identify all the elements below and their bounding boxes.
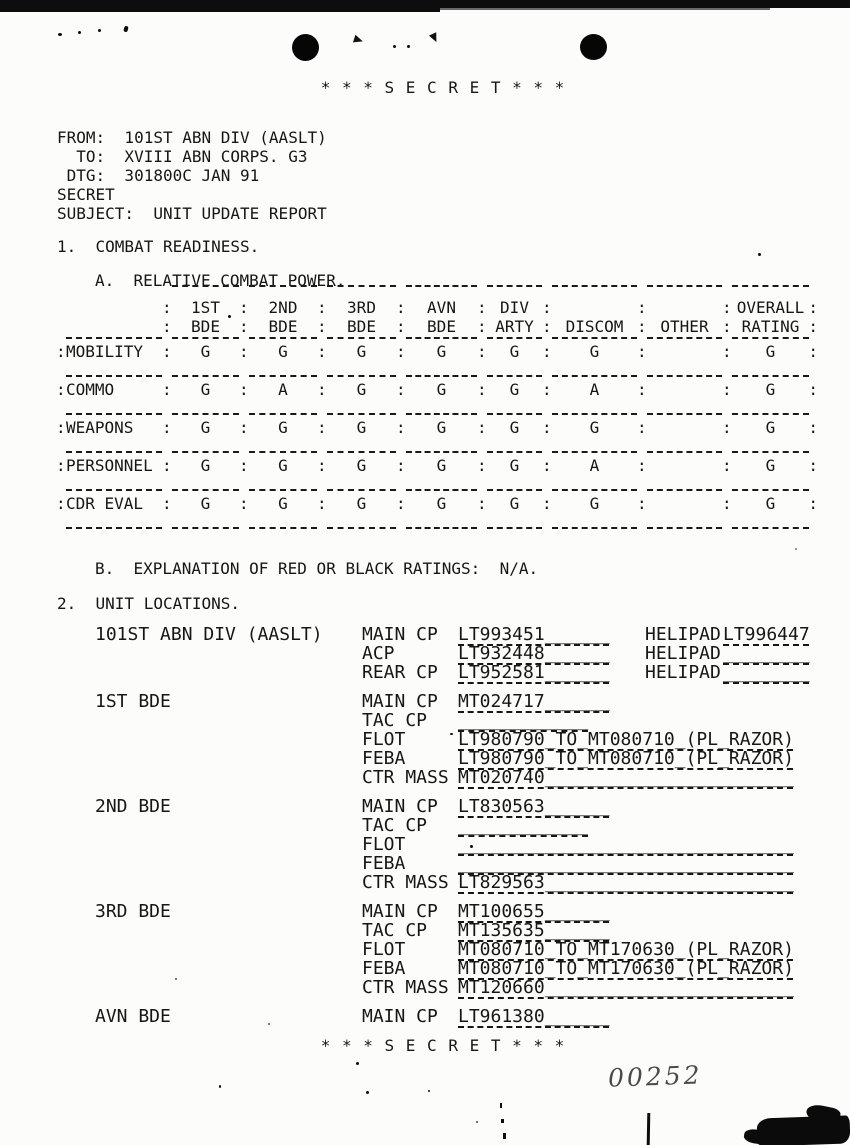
rating-cell: : G bbox=[487, 491, 542, 529]
unit-location-row bbox=[95, 940, 810, 959]
scan-artifact bbox=[123, 26, 128, 33]
helipad-value: ________ bbox=[723, 662, 810, 683]
unit-location-block bbox=[95, 692, 810, 787]
letterhead-secret-line: SECRET bbox=[57, 185, 115, 204]
column-header-other bbox=[647, 285, 722, 339]
rating-cell bbox=[647, 453, 722, 491]
helipad-label: HELIPAD bbox=[645, 643, 721, 664]
scan-artifact bbox=[476, 1121, 478, 1123]
location-field-label: FEBA bbox=[362, 958, 406, 979]
scan-artifact bbox=[503, 1133, 506, 1139]
column-header-line2: BDE bbox=[427, 317, 456, 336]
unit-name bbox=[95, 854, 362, 873]
hole-punch-left bbox=[292, 34, 319, 61]
scan-artifact bbox=[393, 45, 396, 48]
rating-cell bbox=[647, 491, 722, 529]
unit-name: AVN BDE bbox=[95, 1006, 171, 1027]
column-header-line2: : : DISCOM bbox=[565, 317, 624, 336]
scan-artifact-top-bar bbox=[0, 0, 850, 8]
location-field-label: MAIN CP bbox=[362, 1006, 438, 1027]
location-field-value: LT961380______ bbox=[458, 1006, 610, 1027]
unit-name bbox=[95, 835, 362, 854]
scan-artifact bbox=[0, 8, 440, 12]
rating-cell: : G bbox=[327, 377, 396, 415]
rating-cell bbox=[647, 415, 722, 453]
helipad-label: HELIPAD bbox=[645, 624, 721, 645]
rating-cell: : G bbox=[552, 339, 637, 377]
unit-name bbox=[95, 749, 362, 768]
location-field-value: MT024717______ bbox=[458, 691, 610, 712]
location-field-label: MAIN CP bbox=[362, 796, 438, 817]
unit-location-row bbox=[95, 873, 810, 892]
row-label-mobility: : MOBILITY bbox=[66, 339, 162, 377]
rating-cell: : G bbox=[249, 453, 317, 491]
unit-location-row bbox=[95, 730, 810, 749]
location-field-label: CTR MASS bbox=[362, 977, 449, 998]
unit-name: 101ST ABN DIV (AASLT) bbox=[95, 624, 323, 645]
rating-table-corner bbox=[66, 285, 162, 339]
unit-name: 2ND BDE bbox=[95, 796, 171, 817]
rating-cell: : G bbox=[249, 415, 317, 453]
rating-cell: : G bbox=[327, 453, 396, 491]
unit-location-row bbox=[95, 978, 810, 997]
column-header-discom bbox=[552, 285, 637, 339]
column-header-bde bbox=[172, 285, 239, 339]
column-header-line2: ARTY bbox=[495, 317, 534, 336]
location-field-label: MAIN CP bbox=[362, 624, 438, 645]
location-field-value: LT980790_TO_MT080710_(PL_RAZOR) bbox=[458, 729, 794, 750]
rating-cell: : G bbox=[406, 491, 477, 529]
unit-location-row bbox=[95, 663, 810, 682]
rating-cell: : G bbox=[172, 415, 239, 453]
rating-cell: : G bbox=[172, 339, 239, 377]
column-header-line2: : : OTHER bbox=[660, 317, 709, 336]
scan-artifact bbox=[58, 33, 62, 36]
column-header-line1 bbox=[552, 298, 637, 317]
rating-cell: : G bbox=[327, 339, 396, 377]
unit-name bbox=[95, 816, 362, 835]
row-label-personnel: : PERSONNEL bbox=[66, 453, 162, 491]
rating-cell: : G bbox=[327, 491, 396, 529]
scan-artifact bbox=[366, 1091, 369, 1094]
location-field-label: CTR MASS bbox=[362, 767, 449, 788]
scan-artifact bbox=[219, 1085, 221, 1088]
unit-name bbox=[95, 711, 362, 730]
column-header-line2: BDE bbox=[268, 317, 298, 336]
location-field-value: ____________ bbox=[458, 710, 589, 731]
unit-location-row bbox=[95, 797, 810, 816]
rating-cell: : G bbox=[406, 453, 477, 491]
column-header-line1: : : OVERALL bbox=[736, 298, 805, 317]
relative-combat-power-table bbox=[56, 285, 809, 529]
rating-cell: : G bbox=[406, 339, 477, 377]
rating-cell: : G bbox=[487, 415, 542, 453]
unit-name bbox=[95, 730, 362, 749]
rating-cell: : G bbox=[487, 339, 542, 377]
unit-name bbox=[95, 959, 362, 978]
rating-cell: : G bbox=[406, 377, 477, 415]
rating-cell: : G bbox=[406, 415, 477, 453]
unit-name: 3RD BDE bbox=[95, 901, 171, 922]
unit-name bbox=[95, 644, 362, 663]
location-field-label: MAIN CP bbox=[362, 901, 438, 922]
helipad-value: LT996447 bbox=[723, 624, 810, 645]
unit-location-row bbox=[95, 959, 810, 978]
rating-cell: : G bbox=[172, 377, 239, 415]
column-header-line2: BDE bbox=[347, 317, 376, 336]
section-1a-title: A. RELATIVE COMBAT POWER. bbox=[95, 271, 346, 290]
rating-cell: : G bbox=[487, 377, 542, 415]
rating-cell: : G bbox=[172, 453, 239, 491]
column-header-line1: : : 3RD bbox=[347, 298, 376, 317]
scan-artifact bbox=[795, 548, 797, 550]
section-2-title: 2. UNIT LOCATIONS. bbox=[57, 594, 241, 613]
letterhead-subject-line: SUBJECT: UNIT UPDATE REPORT bbox=[57, 204, 327, 223]
section-1b-title: B. EXPLANATION OF RED OR BLACK RATINGS: N/A. bbox=[95, 559, 539, 578]
unit-location-row bbox=[95, 644, 810, 663]
unit-name: 1ST BDE bbox=[95, 691, 171, 712]
location-field-label: TAC CP bbox=[362, 920, 428, 941]
unit-name bbox=[95, 873, 362, 892]
rating-cell: : G bbox=[249, 339, 317, 377]
location-field-value: LT830563______ bbox=[458, 796, 610, 817]
location-field-label: MAIN CP bbox=[362, 691, 438, 712]
rating-cell: : A bbox=[249, 377, 317, 415]
rating-cell bbox=[647, 377, 722, 415]
unit-location-row bbox=[95, 816, 810, 835]
location-field-value: LT952581______ bbox=[458, 662, 610, 683]
rating-cell: : G : bbox=[732, 415, 809, 453]
unit-name bbox=[95, 978, 362, 997]
row-label-commo: : COMMO bbox=[66, 377, 162, 415]
unit-location-block bbox=[95, 1007, 810, 1026]
unit-location-row bbox=[95, 854, 810, 873]
row-label-weapons: : WEAPONS bbox=[66, 415, 162, 453]
scan-artifact bbox=[407, 45, 410, 48]
column-header-line1: : : 2ND bbox=[268, 298, 298, 317]
rating-cell: : G : bbox=[732, 453, 809, 491]
classification-banner-top: * * * S E C R E T * * * bbox=[320, 78, 566, 97]
rating-cell: : G : bbox=[732, 377, 809, 415]
scan-artifact bbox=[78, 31, 81, 34]
column-header-bde bbox=[406, 285, 477, 339]
letterhead-from-line: FROM: 101ST ABN DIV (AASLT) bbox=[57, 128, 327, 147]
helipad-value: ________ bbox=[723, 643, 810, 664]
rating-cell bbox=[647, 339, 722, 377]
column-header-line1: : : DIV bbox=[500, 298, 529, 317]
hole-punch-right bbox=[580, 34, 607, 60]
location-field-label: FLOT bbox=[362, 939, 406, 960]
column-header-arty bbox=[487, 285, 542, 339]
unit-location-row bbox=[95, 921, 810, 940]
location-field-label: FEBA bbox=[362, 748, 406, 769]
rating-cell: : G bbox=[487, 453, 542, 491]
unit-location-row bbox=[95, 625, 810, 644]
unit-location-row bbox=[95, 768, 810, 787]
location-field-label: TAC CP bbox=[362, 815, 428, 836]
unit-location-row bbox=[95, 1007, 810, 1026]
column-header-line2: BDE bbox=[191, 317, 220, 336]
unit-name bbox=[95, 921, 362, 940]
rating-cell: : G bbox=[249, 491, 317, 529]
column-header-bde bbox=[249, 285, 317, 339]
rating-cell: : A bbox=[552, 377, 637, 415]
rating-cell: : G : bbox=[732, 339, 809, 377]
rating-cell: : A bbox=[552, 453, 637, 491]
location-field-value: _______________________________ bbox=[458, 853, 794, 874]
location-field-label: FLOT bbox=[362, 834, 406, 855]
helipad-label: HELIPAD bbox=[645, 662, 721, 683]
column-header-rating bbox=[732, 285, 809, 339]
classification-banner-bottom: * * * S E C R E T * * * bbox=[320, 1036, 566, 1055]
column-header-line1 bbox=[647, 298, 722, 317]
location-field-label: TAC CP bbox=[362, 710, 428, 731]
location-field-value: MT135635______ bbox=[458, 920, 610, 941]
unit-name bbox=[95, 663, 362, 682]
letterhead-to-line: TO: XVIII ABN CORPS. G3 bbox=[57, 147, 308, 166]
column-header-bde bbox=[327, 285, 396, 339]
location-field-value: ____________ bbox=[458, 815, 589, 836]
scan-artifact bbox=[353, 35, 364, 45]
location-field-value: _______________________________ bbox=[458, 834, 794, 855]
location-field-label: REAR CP bbox=[362, 662, 438, 683]
location-field-value: MT080710_TO_MT170630_(PL_RAZOR) bbox=[458, 958, 794, 979]
location-field-value: LT932448______ bbox=[458, 643, 610, 664]
unit-name bbox=[95, 768, 362, 787]
location-field-value: MT020740_______________________ bbox=[458, 767, 794, 788]
scan-artifact bbox=[500, 1103, 502, 1108]
location-field-value: LT980790_TO_MT080710_(PL_RAZOR) bbox=[458, 748, 794, 769]
location-field-value: MT080710_TO_MT170630_(PL_RAZOR) bbox=[458, 939, 794, 960]
unit-location-row bbox=[95, 692, 810, 711]
location-field-value: MT100655______ bbox=[458, 901, 610, 922]
location-field-value: LT829563_______________________ bbox=[458, 872, 794, 893]
letterhead bbox=[57, 128, 327, 223]
letterhead-dtg-line: DTG: 301800C JAN 91 bbox=[57, 166, 260, 185]
location-field-label: FLOT bbox=[362, 729, 406, 750]
unit-locations-list bbox=[95, 625, 810, 1036]
unit-location-block bbox=[95, 797, 810, 892]
column-header-line1: : : 1ST bbox=[191, 298, 220, 317]
unit-location-row bbox=[95, 749, 810, 768]
scan-artifact bbox=[98, 29, 101, 32]
rating-cell: : G : bbox=[732, 491, 809, 529]
location-field-label: CTR MASS bbox=[362, 872, 449, 893]
location-field-label: FEBA bbox=[362, 853, 406, 874]
section-1-title: 1. COMBAT READINESS. bbox=[57, 237, 260, 256]
rating-cell: : G bbox=[327, 415, 396, 453]
unit-name bbox=[95, 940, 362, 959]
rating-cell: : G bbox=[552, 415, 637, 453]
unit-location-row bbox=[95, 711, 810, 730]
unit-location-block bbox=[95, 902, 810, 997]
unit-location-row bbox=[95, 902, 810, 921]
unit-location-row bbox=[95, 835, 810, 854]
scan-artifact bbox=[428, 1090, 430, 1092]
column-header-line2: RATING bbox=[741, 317, 800, 336]
scan-artifact bbox=[440, 8, 770, 10]
location-field-value: MT120660_______________________ bbox=[458, 977, 794, 998]
scan-artifact bbox=[501, 1119, 504, 1123]
scan-artifact bbox=[758, 253, 761, 256]
rating-cell: : G bbox=[552, 491, 637, 529]
scan-artifact bbox=[429, 32, 440, 44]
scan-artifact bbox=[356, 1062, 359, 1065]
location-field-label: ACP bbox=[362, 643, 395, 664]
rating-cell: : G bbox=[172, 491, 239, 529]
row-label-cdr-eval: : CDR EVAL bbox=[66, 491, 162, 529]
scan-artifact bbox=[647, 1113, 651, 1145]
location-field-value: LT993451______ bbox=[458, 624, 610, 645]
page-number-stamp: 00252 bbox=[607, 1060, 704, 1093]
unit-location-block bbox=[95, 625, 810, 682]
column-header-line1: : : AVN bbox=[427, 298, 456, 317]
